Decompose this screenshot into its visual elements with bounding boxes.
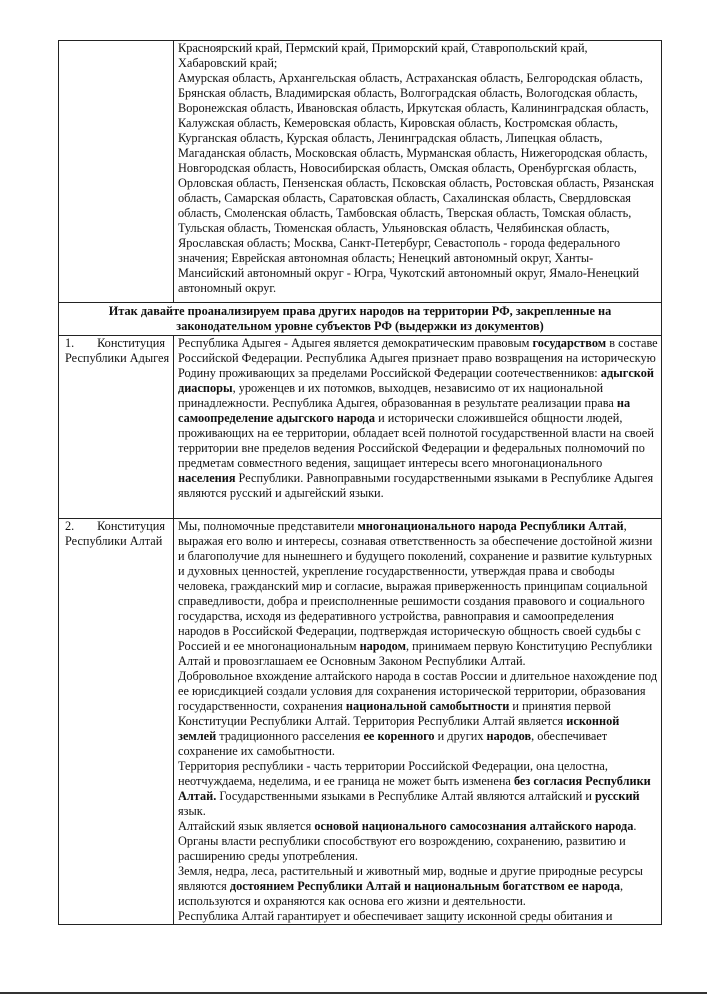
text-run: Мы, полномочные представители: [178, 519, 358, 533]
paragraph: [178, 864, 659, 909]
text-run: Территория республики - часть территории Российской Федерации, она целостна, неотчуждаема, неделима, и ее граница не может быть изменена: [178, 759, 608, 788]
bold-run: населения: [178, 471, 236, 485]
regions-oblast: Амурская область, Архангельская область, Астраханская область, Белгородская область, Брянская область, Владимирская область, Волгоградская область, Вологодская область, Воронежская область, Ивановская область, Иркутская область, Калининградская область, Калужская область, Кемеровская область, Кировская область, Костромская область, Курганская область, Курская область, Ленинградская область, Липецкая область, Магаданская область, Московская область, Мурманская область, Нижегородская область, Новгородская область, Новосибирская область, Омская область, Оренбургская область, Орловская область, Пензенская область, Псковская область, Ростовская область, Рязанская область, Самарская область, Саратовская область, Сахалинская область, Свердловская область, Смоленская область, Тамбовская область, Тверская область, Томская область, Тульская область, Тюменская область, Ульяновская область, Челябинская область, Ярославская область; Москва, Санкт-Петербург, Севастополь - города федерального значения; Еврейская автономная область; Ненецкий автономный округ, Ханты-Мансийский автономный округ - Югра, Чукотский автономный округ, Ямало-Ненецкий автономный округ.: [178, 71, 654, 295]
text-run: Республика Алтай гарантирует и обеспечивает защиту исконной среды обитания и: [178, 909, 613, 923]
bold-run: народом: [359, 639, 406, 653]
row-label-b: Республики Алтай: [65, 534, 163, 548]
text-run: традиционного расселения: [216, 729, 364, 743]
bold-run: основой национального самосознания алтайского народа: [314, 819, 634, 833]
row-label-a: Конституция: [97, 336, 165, 350]
table-row: [59, 336, 662, 519]
regions-cell: [174, 41, 662, 303]
page-bottom-border: [0, 992, 707, 994]
row-number: 2.: [65, 519, 75, 533]
text-run: Государственными языками в Республике Алтай являются алтайский и: [216, 789, 595, 803]
row-label-b: Республики Адыгея: [65, 351, 170, 365]
text-run: Алтайский язык является: [178, 819, 315, 833]
bold-run: адыгской диаспоры: [178, 366, 654, 395]
row-label-cell: [59, 336, 174, 519]
text-run: . Органы власти республики способствуют его возрождению, сохранению, развитию и расширению среды употребления.: [178, 819, 637, 863]
bold-run: достоянием Республики Алтай и национальным богатством ее народа: [229, 879, 621, 893]
paragraph: [178, 519, 659, 669]
text-run: , обеспечивает сохранение их самобытности.: [178, 729, 608, 758]
paragraph: [178, 909, 659, 924]
table-row: [59, 41, 662, 303]
table-row: [59, 519, 662, 925]
table-row: [59, 303, 662, 336]
bold-run: национальной самобытности: [345, 699, 510, 713]
paragraph: [178, 819, 659, 864]
text-run: , выражая его волю и интересы, сознавая ответственность за обеспечение достойной жизни и благополучие для нынешнего и будущего поколений, сохранение и развитие культурных и духовных ценностей, укрепление государственности, утверждая права и свободы человека, гражданский мир и согласие, выражая приверженность принципам социальной справедливости, добра и преисполненные решимости создания правового и социального государства, исходя из федеративного устройства, равноправия и самоопределения народов в Российской Федерации, подтверждая историческую общность своей судьбы с Россией и ее многонациональным: [178, 519, 653, 653]
text-run: , принимаем первую Конституцию Республики Алтай и провозглашаем ее Основным Законом Республики Алтай.: [178, 639, 653, 668]
text-run: , уроженцев и их потомков, выходцев, независимо от их национальной принадлежности. Республика Адыгея, образованная в результате реализации права: [178, 381, 617, 410]
bold-run: на самоопределение адыгского народа: [178, 396, 631, 425]
text-run: и принятия первой Конституции Республики Алтай. Территория Республики Алтай является: [178, 699, 611, 728]
text-run: и других: [434, 729, 487, 743]
paragraph: [178, 759, 659, 819]
bold-run: государством: [532, 336, 607, 350]
bold-run: многонационального народа Республики Алтай: [357, 519, 624, 533]
row-label-cell: [59, 519, 174, 925]
row-text-cell: [174, 519, 662, 925]
bold-run: народов: [486, 729, 532, 743]
text-run: Земля, недра, леса, растительный и животный мир, водные и другие природные ресурсы являются: [178, 864, 643, 893]
row-label-a: Конституция: [97, 519, 165, 533]
regions-krai: Красноярский край, Пермский край, Приморский край, Ставропольский край, Хабаровский край;: [178, 41, 588, 70]
text-run: , используются и охраняются как основа его жизни и деятельности.: [178, 879, 624, 908]
text-run: Республика Адыгея - Адыгея является демократическим правовым: [178, 336, 533, 350]
text-run: и исторически сложившейся общности людей, проживающих на ее территории, обладает всей полнотой государственной власти на своей территории вне пределов ведения Российской Федерации и федеральных полномочий по предметам совместного ведения, защищает интересы всего многонационального: [178, 411, 654, 470]
section-heading: Итак давайте проанализируем права других народов на территории РФ, закрепленные на законодательном уровне субъектов РФ (выдержки из документов): [59, 303, 662, 336]
text-run: Республики. Равноправными государственными языками в Республике Адыгея являются русский и адыгейский языки.: [178, 471, 654, 500]
bold-run: русский: [595, 789, 640, 803]
text-run: язык.: [178, 804, 206, 818]
text-run: Добровольное вхождение алтайского народа в состав России и длительное нахождение под ее юрисдикцией создали условия для сохранения исторической территории, образования государственности, сохранения: [178, 669, 658, 713]
empty-cell: [59, 41, 174, 303]
bold-run: исконной землей: [178, 714, 620, 743]
bold-run: без согласия Республики Алтай.: [178, 774, 651, 803]
row-text-cell: [174, 336, 662, 519]
document-table: [58, 40, 662, 925]
bold-run: ее коренного: [363, 729, 435, 743]
paragraph: [178, 336, 659, 501]
text-run: в составе Российской Федерации. Республика Адыгея признает право возвращения на историческую Родину проживающих за пределами Российской Федерации соотечественников:: [178, 336, 658, 380]
paragraph: [178, 669, 659, 759]
row-number: 1.: [65, 336, 75, 350]
